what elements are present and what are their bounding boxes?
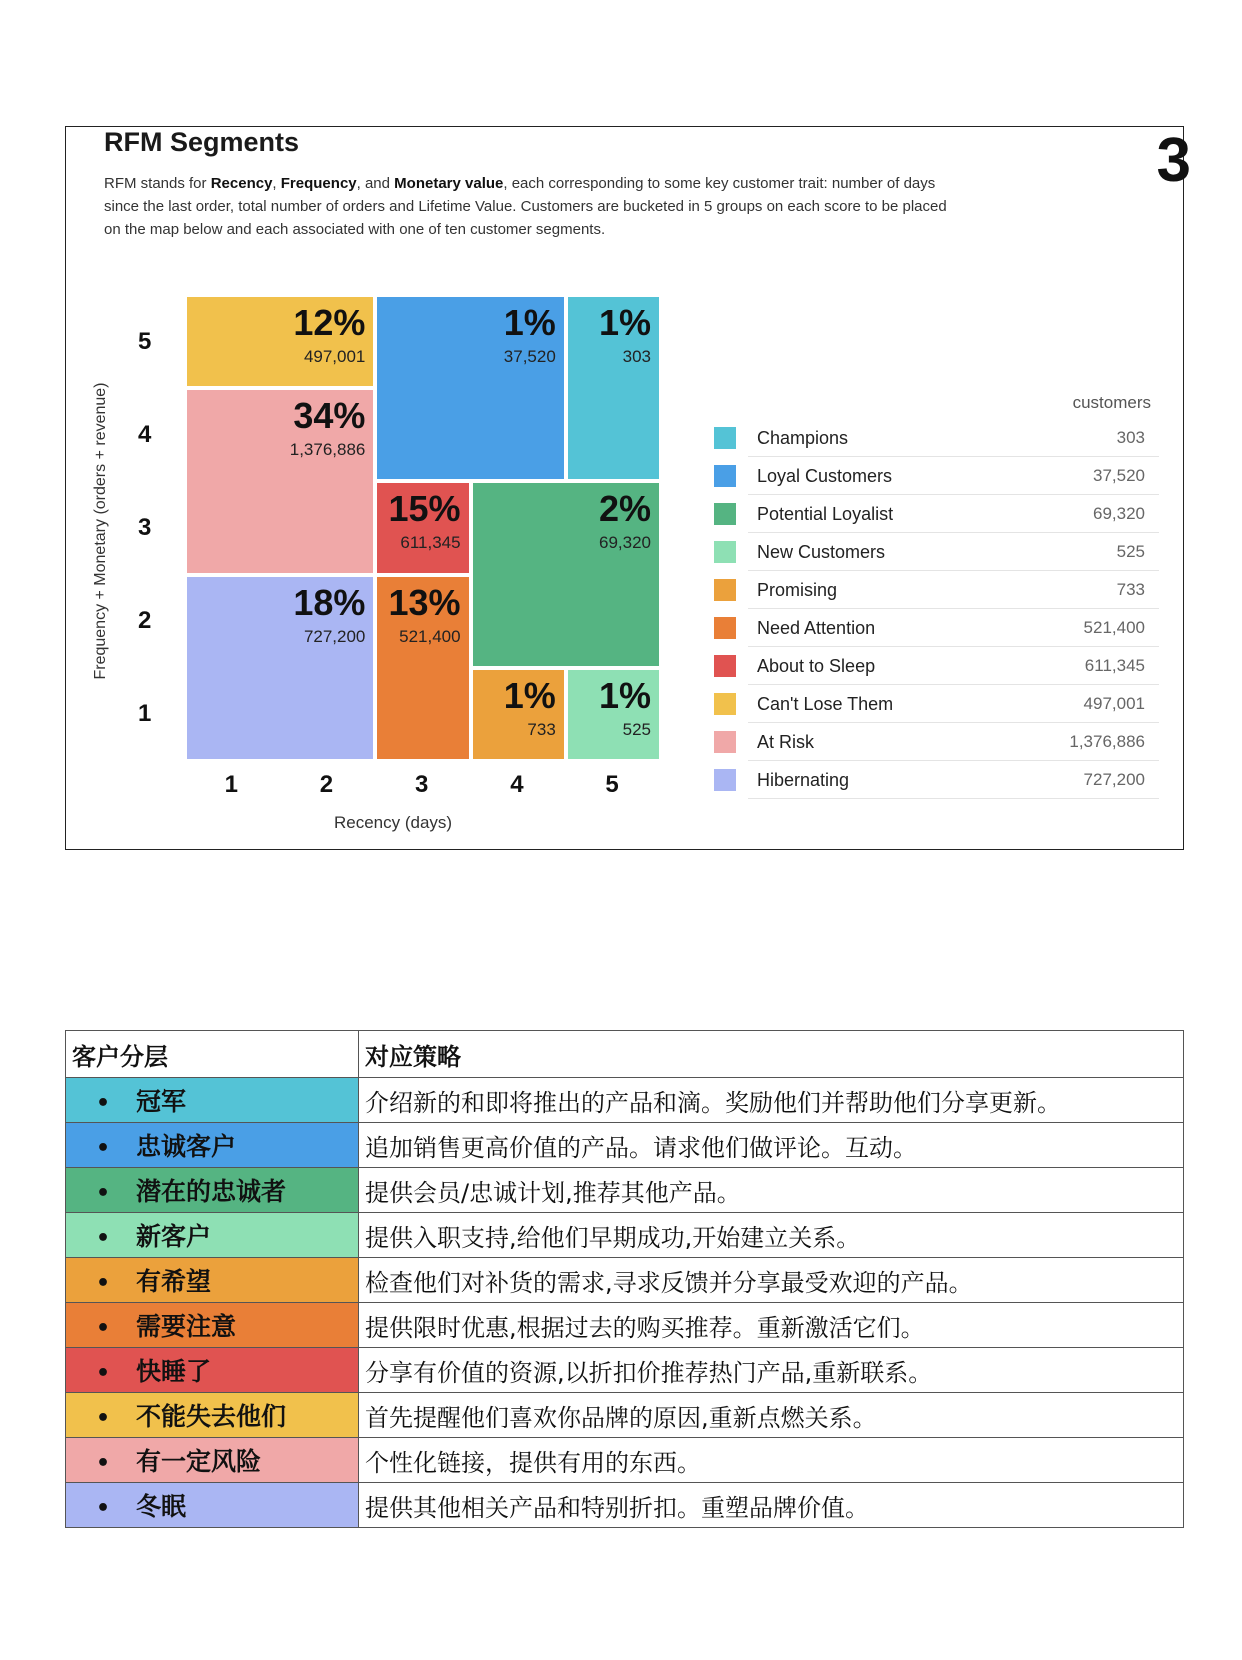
x-tick-label: 3 xyxy=(415,771,429,798)
legend-item xyxy=(714,495,1159,533)
strategy-cell: 分享有价值的资源,以折扣价推荐热门产品,重新联系。 xyxy=(359,1348,1184,1393)
segment-name: 需要注意 xyxy=(136,1312,237,1341)
cell-count: 69,320 xyxy=(598,533,651,553)
rfm-treemap xyxy=(185,295,661,761)
cell-count: 37,520 xyxy=(503,347,556,366)
x-tick-label: 4 xyxy=(510,771,524,798)
segment-cell xyxy=(66,1393,359,1438)
strategy-cell: 追加销售更高价值的产品。请求他们做评论。互动。 xyxy=(359,1123,1184,1168)
legend-item xyxy=(714,647,1159,685)
bullet: • xyxy=(96,1496,111,1521)
legend-divider xyxy=(748,798,1159,799)
bullet: • xyxy=(96,1181,111,1206)
cell-count: 727,200 xyxy=(303,626,366,646)
legend-name: At Risk xyxy=(757,732,815,752)
y-axis-label: Frequency + Monetary (orders + revenue) xyxy=(92,382,109,680)
legend xyxy=(714,419,1159,799)
strategy-cell: 检查他们对补货的需求,寻求反馈并分享最受欢迎的产品。 xyxy=(359,1258,1184,1303)
segment-name: 忠诚客户 xyxy=(136,1132,237,1161)
table-row xyxy=(66,1483,1184,1528)
table-row xyxy=(66,1348,1184,1393)
legend-item xyxy=(714,533,1159,571)
description-part: , each corresponding to some key customer trait: number of days since the last order, total number of orders and Lifetime Value. Customers are bucketed in 5 groups on each score to be placed on the map below and each associated with one of ten customer segments. xyxy=(104,175,947,238)
y-tick-label: 1 xyxy=(138,700,152,728)
cell-percent: 15% xyxy=(388,488,461,530)
cell-count: 521,400 xyxy=(399,626,461,646)
legend-swatch xyxy=(714,465,736,487)
legend-value: 727,200 xyxy=(1083,770,1145,789)
segment-cell xyxy=(66,1078,359,1123)
legend-name: Can't Lose Them xyxy=(757,694,894,714)
description-part: , xyxy=(272,175,281,192)
legend-name: Hibernating xyxy=(757,770,850,790)
legend-item xyxy=(714,419,1159,457)
table-row xyxy=(66,1438,1184,1483)
segment-cell xyxy=(66,1303,359,1348)
bullet: • xyxy=(96,1226,111,1251)
cell-count: 303 xyxy=(622,347,651,366)
legend-item xyxy=(714,609,1159,647)
legend-name: Loyal Customers xyxy=(757,466,893,486)
segment-name: 不能失去他们 xyxy=(136,1402,287,1431)
legend-name: Champions xyxy=(757,428,849,448)
description-part: RFM stands for xyxy=(104,175,211,192)
treemap-cell xyxy=(566,668,661,761)
bullet: • xyxy=(96,1271,111,1296)
strategy-cell: 个性化链接，提供有用的东西。 xyxy=(359,1438,1184,1483)
treemap-cell xyxy=(375,481,470,574)
description-part: Recency xyxy=(210,175,273,192)
cell-count: 525 xyxy=(622,719,651,739)
y-tick-label: 3 xyxy=(138,514,152,541)
bullet: • xyxy=(96,1136,111,1161)
treemap-cell xyxy=(185,295,375,388)
treemap-cell xyxy=(185,575,375,761)
y-tick-label: 5 xyxy=(138,327,152,355)
legend-name: About to Sleep xyxy=(757,656,876,676)
legend-item xyxy=(714,723,1159,761)
chart-title: RFM Segments xyxy=(104,127,300,157)
legend-value: 1,376,886 xyxy=(1069,732,1145,751)
cell-percent: 13% xyxy=(388,581,461,623)
y-tick-label: 4 xyxy=(138,420,152,448)
legend-swatch xyxy=(714,655,736,677)
treemap-cell xyxy=(566,295,661,481)
treemap-cell xyxy=(471,668,566,761)
strategy-cell: 提供限时优惠,根据过去的购买推荐。重新激活它们。 xyxy=(359,1303,1184,1348)
legend-value: 521,400 xyxy=(1083,618,1145,637)
legend-value: 733 xyxy=(1116,580,1145,599)
x-axis-label: Recency (days) xyxy=(334,813,453,832)
bullet: • xyxy=(96,1406,111,1431)
cell-count: 611,345 xyxy=(400,533,461,553)
table-row xyxy=(66,1258,1184,1303)
legend-swatch xyxy=(714,541,736,563)
segment-name: 快睡了 xyxy=(136,1357,212,1386)
segment-cell xyxy=(66,1438,359,1483)
segment-cell xyxy=(66,1258,359,1303)
segment-name: 潜在的忠诚者 xyxy=(136,1177,287,1206)
strategy-cell: 提供入职支持,给他们早期成功,开始建立关系。 xyxy=(359,1213,1184,1258)
table-row xyxy=(66,1168,1184,1213)
segment-name: 新客户 xyxy=(136,1222,212,1251)
cell-percent: 1% xyxy=(598,302,651,343)
table-body xyxy=(66,1078,1184,1528)
chart-description xyxy=(104,172,964,241)
x-tick-label: 1 xyxy=(224,771,238,798)
segment-name: 冬眠 xyxy=(136,1492,187,1521)
legend-item xyxy=(714,761,1159,799)
treemap-cell xyxy=(185,388,375,574)
legend-item xyxy=(714,457,1159,495)
segment-cell xyxy=(66,1483,359,1528)
x-tick-label: 2 xyxy=(319,771,334,798)
strategy-cell: 提供会员/忠诚计划,推荐其他产品。 xyxy=(359,1168,1184,1213)
bullet: • xyxy=(96,1361,111,1386)
description-part: , and xyxy=(356,175,395,192)
table-header-row xyxy=(66,1031,1184,1078)
strategy-cell: 首先提醒他们喜欢你品牌的原因,重新点燃关系。 xyxy=(359,1393,1184,1438)
y-tick-label: 2 xyxy=(138,607,152,635)
legend-header: customers xyxy=(1072,393,1151,412)
legend-name: Need Attention xyxy=(757,618,876,638)
strategy-cell: 介绍新的和即将推出的产品和滴。奖励他们并帮助他们分享更新。 xyxy=(359,1078,1184,1123)
header-segment: 客户分层 xyxy=(66,1031,359,1078)
cell-count: 497,001 xyxy=(303,347,366,366)
table-row xyxy=(66,1303,1184,1348)
treemap-cell xyxy=(375,295,565,481)
cell-percent: 1% xyxy=(503,302,556,343)
cell-percent: 34% xyxy=(293,395,366,437)
table-row xyxy=(66,1078,1184,1123)
legend-value: 303 xyxy=(1116,428,1145,447)
legend-item xyxy=(714,571,1159,609)
treemap-cell xyxy=(375,575,470,761)
table-row xyxy=(66,1393,1184,1438)
legend-value: 611,345 xyxy=(1084,656,1145,675)
cell-percent: 1% xyxy=(503,674,556,716)
legend-name: New Customers xyxy=(757,542,886,562)
table-row xyxy=(66,1213,1184,1258)
legend-name: Promising xyxy=(757,580,838,600)
treemap-cell xyxy=(471,481,661,667)
description-part: Monetary value xyxy=(394,175,504,192)
segment-cell xyxy=(66,1168,359,1213)
table-row xyxy=(66,1123,1184,1168)
description-part: Frequency xyxy=(280,175,357,192)
cell-percent: 2% xyxy=(598,488,651,530)
segment-name: 有希望 xyxy=(136,1267,212,1296)
legend-value: 69,320 xyxy=(1093,504,1145,523)
bullet: • xyxy=(96,1091,111,1116)
x-tick-label: 5 xyxy=(605,771,619,798)
legend-value: 497,001 xyxy=(1083,694,1145,713)
cell-count: 733 xyxy=(527,719,556,739)
cell-percent: 12% xyxy=(293,302,366,343)
legend-swatch xyxy=(714,617,736,639)
bullet: • xyxy=(96,1451,111,1476)
segment-cell xyxy=(66,1348,359,1393)
segment-cell xyxy=(66,1123,359,1168)
legend-value: 37,520 xyxy=(1093,466,1145,485)
segment-cell xyxy=(66,1213,359,1258)
bullet: • xyxy=(96,1316,111,1341)
legend-swatch xyxy=(714,503,736,525)
legend-item xyxy=(714,685,1159,723)
page-number-badge: 3 xyxy=(1156,126,1191,195)
legend-value: 525 xyxy=(1116,542,1145,561)
cell-count: 1,376,886 xyxy=(289,440,366,460)
legend-swatch xyxy=(714,579,736,601)
legend-swatch xyxy=(714,731,736,753)
legend-name: Potential Loyalist xyxy=(757,504,894,524)
strategy-cell: 提供其他相关产品和特别折扣。重塑品牌价值。 xyxy=(359,1483,1184,1528)
rfm-chart-card xyxy=(65,126,1191,850)
legend-swatch xyxy=(714,427,736,449)
header-strategy: 对应策略 xyxy=(359,1031,1184,1078)
cell-percent: 1% xyxy=(598,674,651,716)
segment-name: 有一定风险 xyxy=(136,1447,262,1476)
legend-swatch xyxy=(714,693,736,715)
cell-percent: 18% xyxy=(293,581,366,623)
segment-strategy-table xyxy=(65,1030,1184,1528)
segment-name: 冠军 xyxy=(136,1087,187,1116)
legend-swatch xyxy=(714,769,736,791)
